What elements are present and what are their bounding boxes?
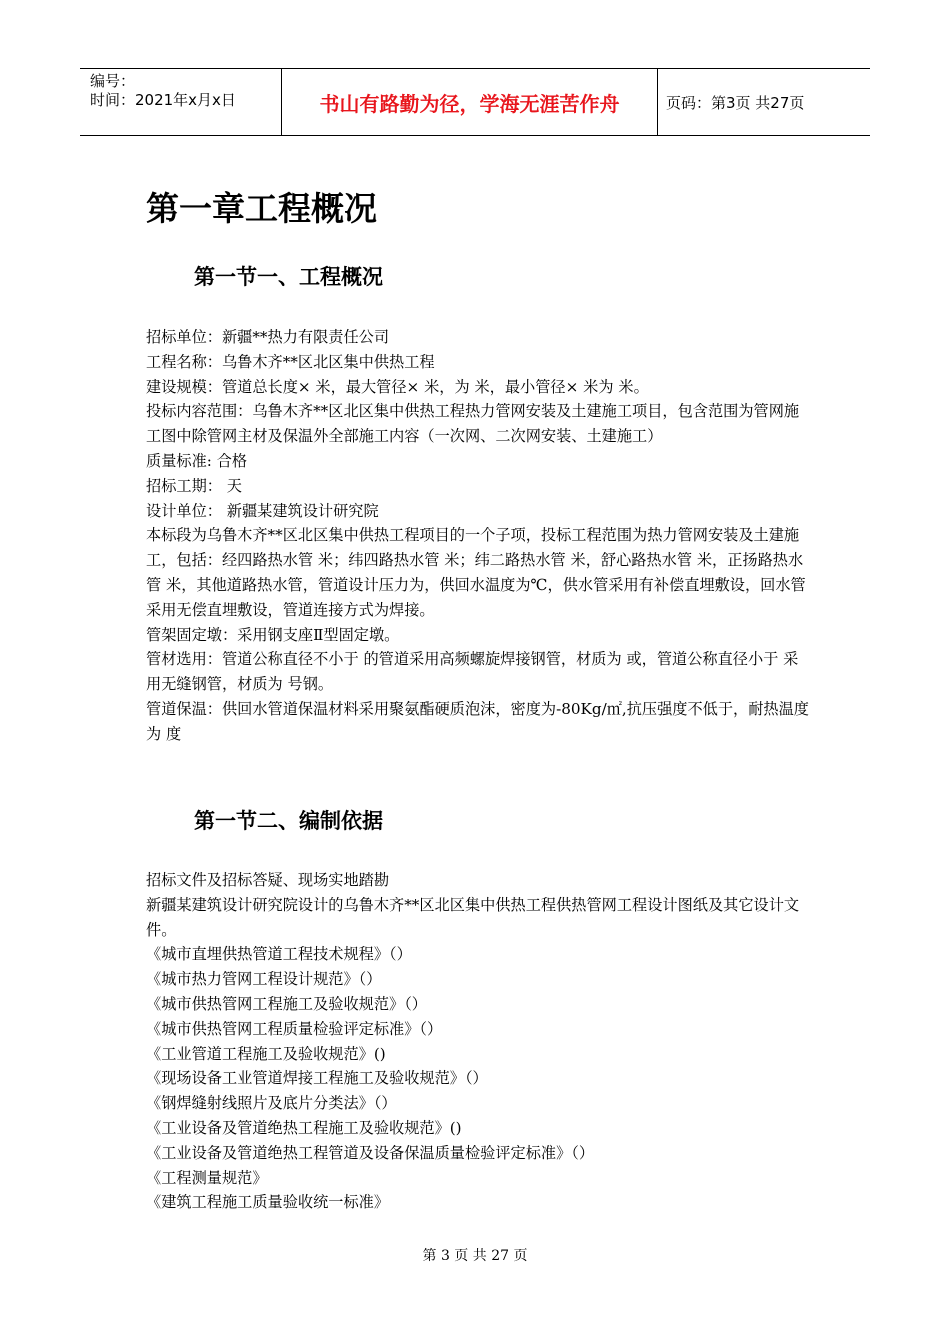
paragraph: 招标单位：新疆**热力有限责任公司 <box>146 328 389 346</box>
page-footer: 第 3 页 共 27 页 <box>422 1248 528 1264</box>
paragraph: 质量标准: 合格 <box>146 451 248 470</box>
list-item: 《城市直埋供热管道工程技术规程》（） <box>146 945 412 964</box>
list-item: 《钢焊缝射线照片及底片分类法》（） <box>146 1094 397 1113</box>
section-overview-body <box>146 325 811 747</box>
section-title-basis: 第一节二、编制依据 <box>194 809 383 833</box>
paragraph: 招标文件及招标答疑、现场实地踏勘 <box>146 871 389 889</box>
doc-number-label: 编号： <box>90 72 136 90</box>
header-page-info: 页码：第3页 共27页 <box>666 93 805 112</box>
chapter-title: 第一章工程概况 <box>146 189 377 228</box>
paragraph: 投标内容范围：乌鲁木齐**区北区集中供热工程热力管网安装及土建施工项目，包含范围为管网施工图中除管网主材及保温外全部施工内容（一次网、二次网安装、土建施工） <box>146 402 800 446</box>
doc-date: 时间：2021年x月x日 <box>90 91 236 109</box>
paragraph: 招标工期： 天 <box>146 476 242 495</box>
paragraph: 建设规模：管道总长度× 米，最大管径× 米，为 米，最小管径× 米为 米。 <box>146 377 649 396</box>
list-item: 《城市供热管网工程质量检验评定标准》（） <box>146 1019 443 1038</box>
list-item: 《建筑工程施工质量验收统一标准》 <box>146 1193 389 1212</box>
paragraph: 设计单位： 新疆某建筑设计研究院 <box>146 501 379 520</box>
list-item: 《工业设备及管道绝热工程施工及验收规范》() <box>146 1118 462 1137</box>
page-header <box>80 68 870 136</box>
list-item: 《工程测量规范》 <box>146 1168 268 1187</box>
paragraph: 本标段为乌鲁木齐**区北区集中供热工程项目的一个子项，投标工程范围为热力管网安装及土建施工，包括：经四路热水管 米；纬四路热水管 米；纬二路热水管 米，舒心路热水管 米，正扬路热水管 米，其他道路热水管，管道设计压力为，供回水温度为℃，供水管采用有补偿直埋敷设，回水管采用无偿直埋敷设，管道连接方式为焊接。 <box>146 526 806 619</box>
header-motto: 书山有路勤为径，学海无涯苦作舟 <box>281 69 658 135</box>
header-meta <box>80 69 281 135</box>
list-item: 《工业管道工程施工及验收规范》() <box>146 1044 386 1063</box>
list-item: 《城市热力管网工程设计规范》（） <box>146 970 382 989</box>
section-basis-body <box>146 868 811 1215</box>
paragraph: 管材选用：管道公称直径不小于 的管道采用高频螺旋焊接钢管，材质为 或，管道公称直径小于 采用无缝钢管，材质为 号钢。 <box>146 650 799 694</box>
list-item: 《城市供热管网工程施工及验收规范》（） <box>146 994 427 1013</box>
list-item: 《现场设备工业管道焊接工程施工及验收规范》（） <box>146 1069 488 1088</box>
section-title-overview: 第一节一、工程概况 <box>194 265 383 289</box>
paragraph: 管道保温：供回水管道保温材料采用聚氨酯硬质泡沫，密度为-80Kg/㎡,抗压强度不低于，耐热温度为 度 <box>146 699 809 743</box>
paragraph: 管架固定墩：采用钢支座Ⅱ型固定墩。 <box>146 625 400 644</box>
paragraph: 新疆某建筑设计研究院设计的乌鲁木齐**区北区集中供热工程供热管网工程设计图纸及其它设计文件。 <box>146 895 800 939</box>
paragraph: 工程名称：乌鲁木齐**区北区集中供热工程 <box>146 352 435 371</box>
list-item: 《工业设备及管道绝热工程管道及设备保温质量检验评定标准》（） <box>146 1143 595 1162</box>
